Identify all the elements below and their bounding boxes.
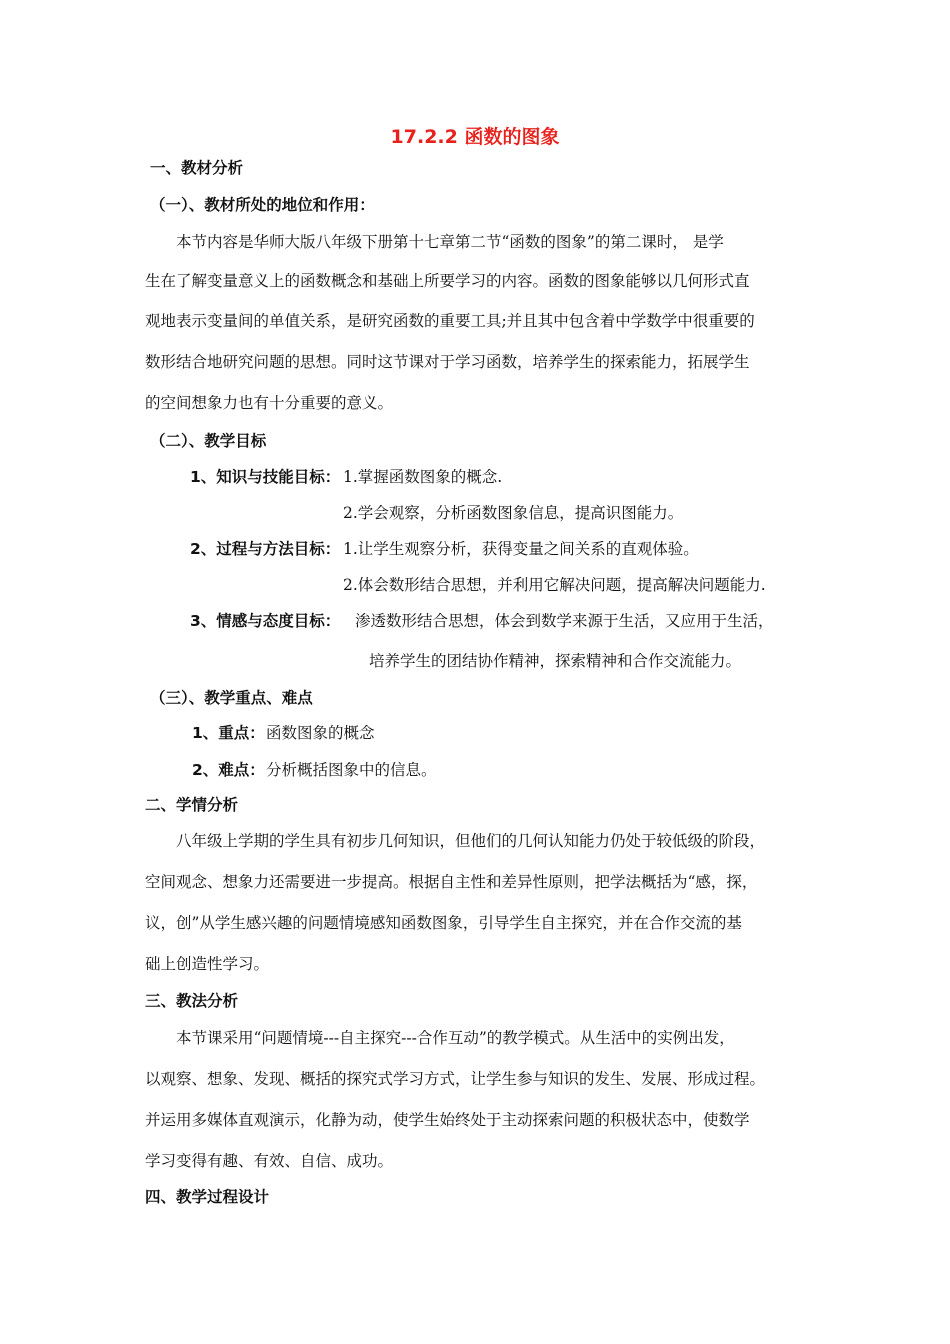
paragraph-line: 学习变得有趣、有效、自信、成功。 (145, 1152, 394, 1170)
paragraph-line: 数形结合地研究问题的思想。同时这节课对于学习函数，培养学生的探索能力，拓展学生 (145, 353, 750, 371)
goal-label-1: 1、知识与技能目标： (190, 468, 341, 486)
goal-item: 1.掌握函数图象的概念. (343, 468, 503, 486)
paragraph-line: 以观察、想象、发现、概括的探究式学习方式，让学生参与知识的发生、发展、形成过程。 (145, 1070, 766, 1088)
key-point-text: 函数图象的概念 (266, 724, 375, 742)
paragraph-line: 八年级上学期的学生具有初步几何知识，但他们的几何认知能力仍处于较低级的阶段， (176, 832, 766, 850)
paragraph-line: 空间观念、想象力还需要进一步提高。根据自主性和差异性原则，把学法概括为“感，探， (145, 873, 758, 891)
goal-item: 培养学生的团结协作精神，探索精神和合作交流能力。 (369, 652, 742, 670)
goal-item: 1.让学生观察分析，获得变量之间关系的直观体验。 (343, 540, 699, 558)
subsection-heading-1: （一）、教材所处的地位和作用： (150, 196, 375, 214)
paragraph-line: 本节课采用“问题情境---自主探究---合作互动”的教学模式。从生活中的实例出发， (176, 1029, 735, 1047)
goal-item: 2.学会观察，分析函数图象信息，提高识图能力。 (343, 504, 684, 522)
paragraph-line: 观地表示变量间的单值关系，是研究函数的重要工具;并且其中包含着中学数学中很重要的 (145, 312, 755, 330)
subsection-heading-2: （二）、教学目标 (150, 432, 267, 450)
section-heading-4: 四、教学过程设计 (145, 1188, 270, 1206)
paragraph-line: 本节内容是华师大版八年级下册第十七章第二节“函数的图象”的第二课时， 是学 (176, 233, 724, 251)
subsection-heading-3: （三）、教学重点、难点 (150, 689, 313, 707)
paragraph-line: 生在了解变量意义上的函数概念和基础上所要学习的内容。函数的图象能够以几何形式直 (145, 272, 750, 290)
goal-label-2: 2、过程与方法目标： (190, 540, 341, 558)
difficulty-label: 2、难点： (192, 761, 265, 779)
goal-label-3: 3、情感与态度目标： (190, 612, 341, 630)
paragraph-line: 议，创”从学生感兴趣的问题情境感知函数图象，引导学生自主探究，并在合作交流的基 (145, 914, 742, 932)
difficulty-text: 分析概括图象中的信息。 (266, 761, 437, 779)
key-point-label: 1、重点： (192, 724, 265, 742)
paragraph-line: 础上创造性学习。 (145, 955, 270, 973)
section-heading-3: 三、教法分析 (145, 992, 239, 1010)
document-title: 17.2.2 函数的图象 (390, 126, 560, 148)
goal-item: 渗透数形结合思想，体会到数学来源于生活，又应用于生活， (355, 612, 774, 630)
goal-item: 2.体会数形结合思想，并利用它解决问题，提高解决问题能力. (343, 576, 766, 594)
section-heading-2: 二、学情分析 (145, 796, 239, 814)
section-heading-1: 一、教材分析 (150, 159, 244, 177)
paragraph-line: 的空间想象力也有十分重要的意义。 (145, 394, 394, 412)
paragraph-line: 并运用多媒体直观演示，化静为动，使学生始终处于主动探索问题的积极状态中，使数学 (145, 1111, 750, 1129)
